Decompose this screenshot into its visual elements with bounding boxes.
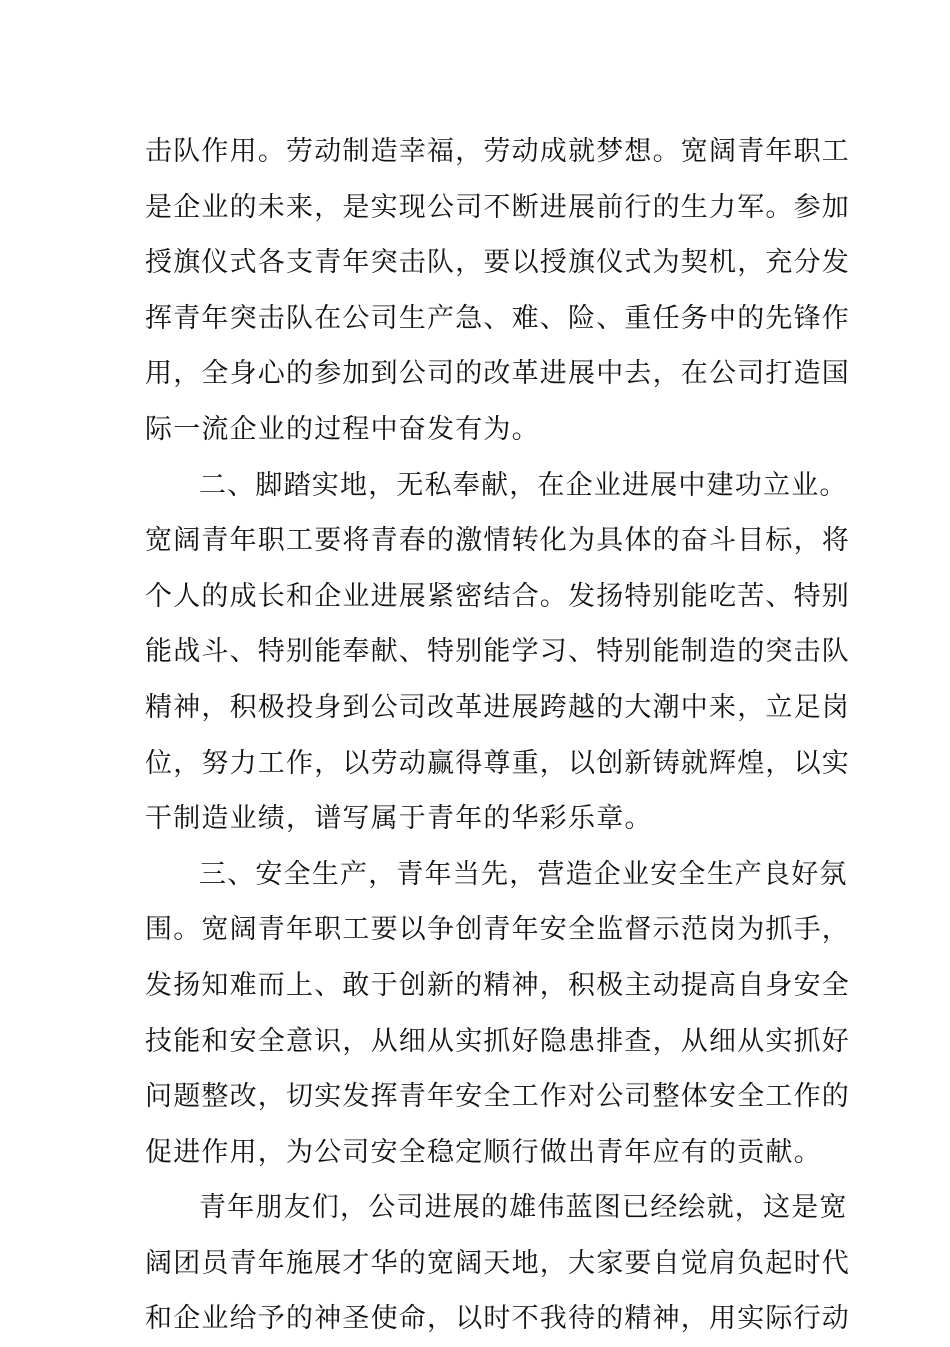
text-line: 围。宽阔青年职工要以争创青年安全监督示范岗为抓手， xyxy=(145,914,850,946)
text-line: 能战斗、特别能奉献、特别能学习、特别能制造的突击队 xyxy=(145,636,850,668)
text-line: 是企业的未来，是实现公司不断进展前行的生力军。参加 xyxy=(145,191,850,223)
text-line: 发扬知难而上、敢于创新的精神，积极主动提高自身安全 xyxy=(145,969,850,1001)
text-line: 阔团员青年施展才华的宽阔天地，大家要自觉肩负起时代 xyxy=(145,1247,850,1279)
paragraph-first-line: 二、脚踏实地，无私奉献，在企业进展中建功立业。 xyxy=(199,469,848,501)
text-line: 精神，积极投身到公司改革进展跨越的大潮中来，立足岗 xyxy=(145,691,850,723)
text-line: 宽阔青年职工要将青春的激情转化为具体的奋斗目标，将 xyxy=(145,525,850,557)
document-body xyxy=(145,124,850,1347)
text-line: 个人的成长和企业进展紧密结合。发扬特别能吃苦、特别 xyxy=(145,580,850,612)
text-line: 击队作用。劳动制造幸福，劳动成就梦想。宽阔青年职工 xyxy=(145,136,850,167)
text-line: 干制造业绩，谱写属于青年的华彩乐章。 xyxy=(145,803,653,835)
text-line: 促进作用，为公司安全稳定顺行做出青年应有的贡献。 xyxy=(145,1136,822,1168)
paragraph-first-line: 三、安全生产，青年当先，营造企业安全生产良好氛 xyxy=(199,858,848,890)
text-line: 技能和安全意识，从细从实抓好隐患排查，从细从实抓好 xyxy=(145,1025,850,1057)
text-line: 问题整改，切实发挥青年安全工作对公司整体安全工作的 xyxy=(145,1081,850,1113)
text-line: 和企业给予的神圣使命，以时不我待的精神，用实际行动 xyxy=(145,1303,850,1335)
text-line: 用，全身心的参加到公司的改革进展中去，在公司打造国 xyxy=(145,358,850,390)
text-line: 位，努力工作，以劳动赢得尊重，以创新铸就辉煌，以实 xyxy=(145,747,850,779)
text-line: 挥青年突击队在公司生产急、难、险、重任务中的先锋作 xyxy=(145,302,850,334)
paragraph-first-line: 青年朋友们，公司进展的雄伟蓝图已经绘就，这是宽 xyxy=(199,1192,848,1224)
text-line: 际一流企业的过程中奋发有为。 xyxy=(145,413,540,445)
text-line: 授旗仪式各支青年突击队，要以授旗仪式为契机，充分发 xyxy=(145,247,850,279)
